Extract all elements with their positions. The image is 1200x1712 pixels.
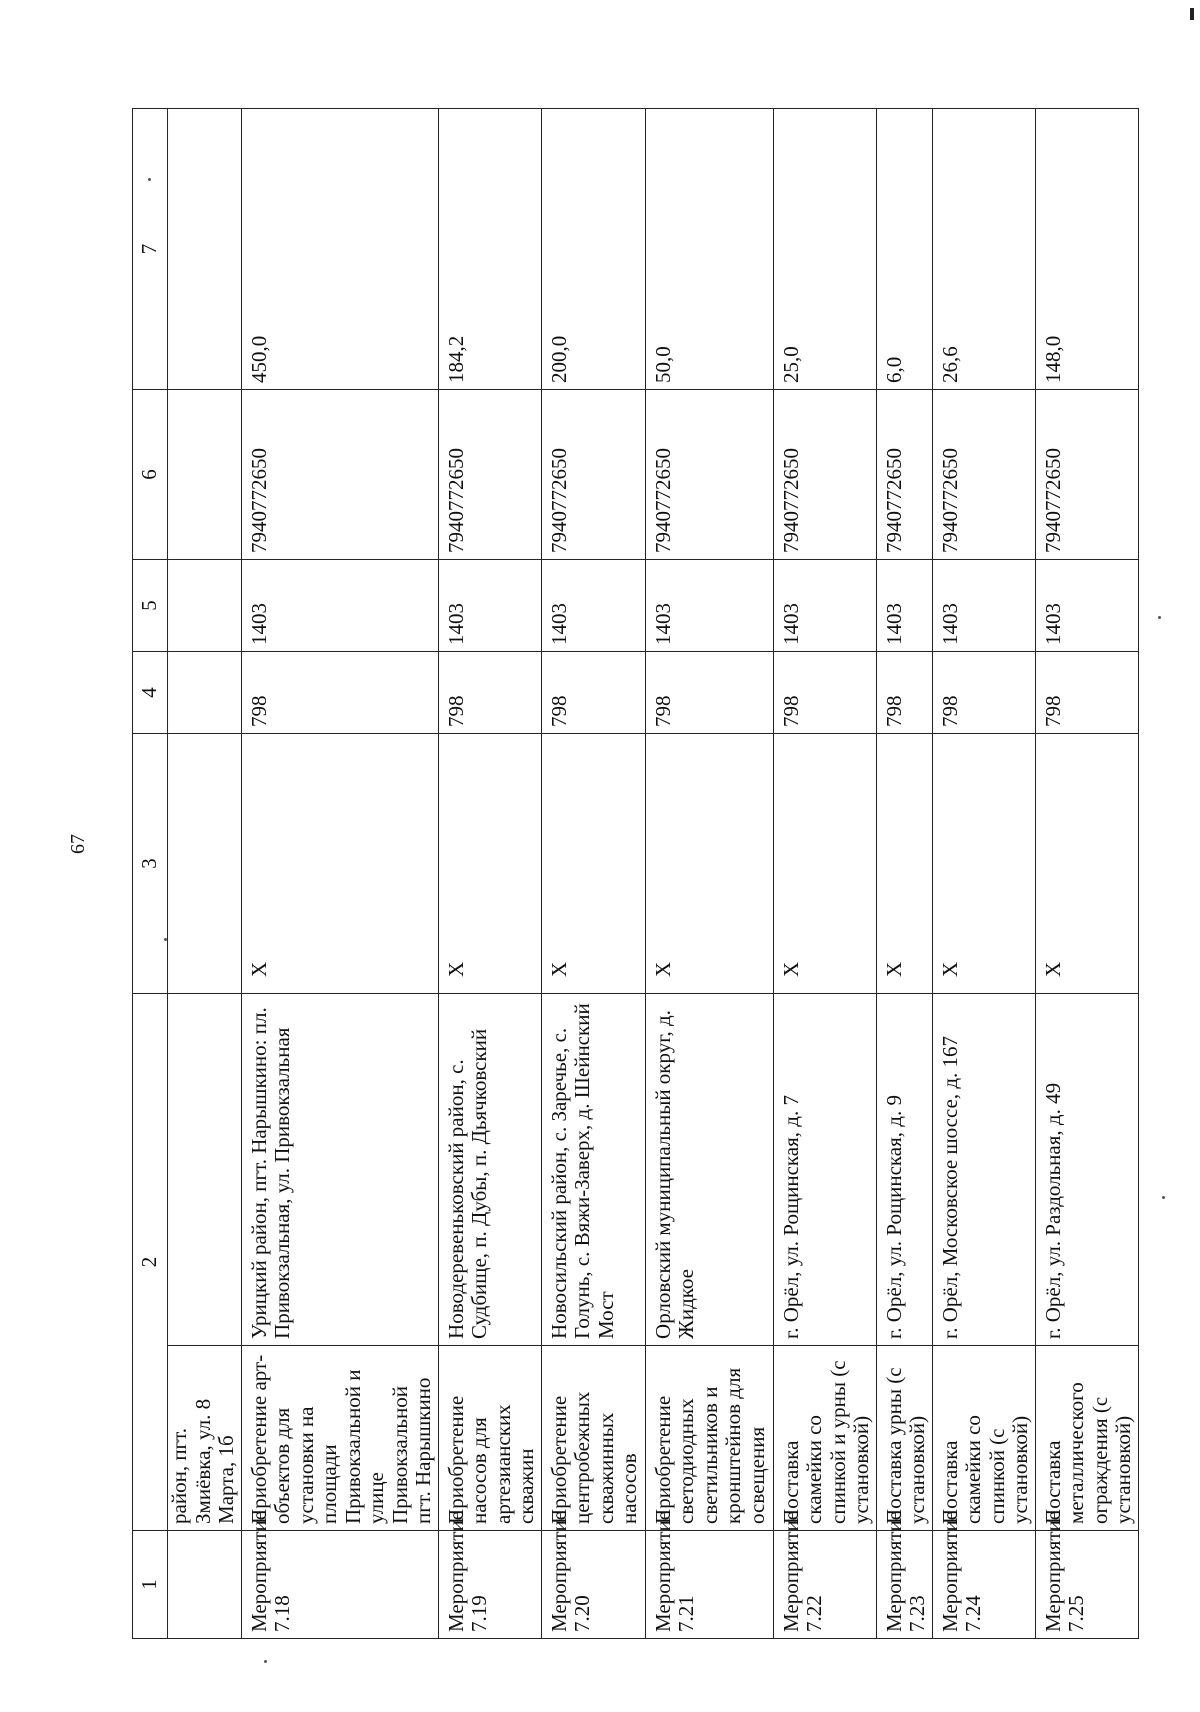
table-row [241, 108, 438, 1638]
activity-id: Мероприятие 7.25 [1035, 1530, 1138, 1638]
col7-amount: 200,0 [541, 108, 645, 389]
col5-code: 1403 [438, 559, 541, 651]
cont-cell-6 [168, 389, 242, 559]
col7-amount: 26,6 [932, 108, 1035, 389]
col7-amount: 184,2 [438, 108, 541, 389]
col6-code: 7940772650 [876, 389, 932, 559]
header-row [133, 108, 168, 1638]
scan-speck [1162, 1196, 1165, 1199]
col4-code: 798 [876, 651, 932, 733]
col6-code: 7940772650 [1035, 389, 1138, 559]
table-row [932, 108, 1035, 1638]
col5-code: 1403 [241, 559, 438, 651]
col3-mark: X [541, 733, 645, 993]
activity-description: Приобретение светодиодных светильников и кронштейнов для освещения [645, 1345, 773, 1530]
col3-mark: X [438, 733, 541, 993]
table-wrapper [137, 60, 1136, 1632]
col3-mark: X [1035, 733, 1138, 993]
col7-amount: 148,0 [1035, 108, 1138, 389]
cont-cell-2b [168, 993, 242, 1345]
header-col-7: 7 [133, 108, 168, 389]
col3-mark: X [876, 733, 932, 993]
col5-code: 1403 [773, 559, 876, 651]
col4-code: 798 [541, 651, 645, 733]
col4-code: 798 [932, 651, 1035, 733]
col6-code: 7940772650 [932, 389, 1035, 559]
col7-amount: 50,0 [645, 108, 773, 389]
header-col-2: 2 [133, 993, 168, 1530]
table-row [541, 108, 645, 1638]
col5-code: 1403 [645, 559, 773, 651]
scan-speck [1158, 616, 1161, 619]
table-row [645, 108, 773, 1638]
activity-location: г. Орёл, Московское шоссе, д. 167 [932, 993, 1035, 1345]
scan-edge-mark [1190, 8, 1194, 20]
budget-table [132, 108, 1139, 1639]
col5-code: 1403 [932, 559, 1035, 651]
activity-description: Приобретение насосов для артезианских скважин [438, 1345, 541, 1530]
activity-description: Поставка металлического ограждения (с установкой) [1035, 1345, 1138, 1530]
cont-cell-1 [168, 1530, 242, 1638]
activity-location: г. Орёл, ул. Рощинская, д. 9 [876, 993, 932, 1345]
col3-mark: X [773, 733, 876, 993]
col6-code: 7940772650 [773, 389, 876, 559]
page-number: 67 [67, 834, 89, 854]
col5-code: 1403 [876, 559, 932, 651]
activity-location: г. Орёл, ул. Раздольная, д. 49 [1035, 993, 1138, 1345]
cont-cell-4 [168, 651, 242, 733]
cont-cell-5 [168, 559, 242, 651]
header-col-6: 6 [133, 389, 168, 559]
cont-cell-7 [168, 108, 242, 389]
activity-description: Поставка урны (с установкой) [876, 1345, 932, 1530]
activity-id: Мероприятие 7.22 [773, 1530, 876, 1638]
activity-location: Новодеревеньковский район, с. Судбище, п. Дубы, п. Дьячковский [438, 993, 541, 1345]
col6-code: 7940772650 [438, 389, 541, 559]
col4-code: 798 [241, 651, 438, 733]
col7-amount: 6,0 [876, 108, 932, 389]
col7-amount: 450,0 [241, 108, 438, 389]
table-row [876, 108, 932, 1638]
activity-location: Орловский муниципальный округ, д. Жидкое [645, 993, 773, 1345]
col4-code: 798 [438, 651, 541, 733]
activity-description: Поставка скамейки со спинкой и урны (с установкой) [773, 1345, 876, 1530]
header-col-1: 1 [133, 1530, 168, 1638]
header-col-4: 4 [133, 651, 168, 733]
continuation-row [168, 108, 242, 1638]
col6-code: 7940772650 [541, 389, 645, 559]
col7-amount: 25,0 [773, 108, 876, 389]
activity-id: Мероприятие 7.23 [876, 1530, 932, 1638]
table-row [1035, 108, 1138, 1638]
activity-id: Мероприятие 7.24 [932, 1530, 1035, 1638]
activity-id: Мероприятие 7.18 [241, 1530, 438, 1638]
activity-location: г. Орёл, ул. Рощинская, д. 7 [773, 993, 876, 1345]
header-col-5: 5 [133, 559, 168, 651]
table-row [773, 108, 876, 1638]
activity-id: Мероприятие 7.20 [541, 1530, 645, 1638]
col5-code: 1403 [1035, 559, 1138, 651]
cont-cell-3 [168, 733, 242, 993]
activity-id: Мероприятие 7.21 [645, 1530, 773, 1638]
col3-mark: X [645, 733, 773, 993]
activity-location: Новосильский район, с. Заречье, с. Голунь, с. Вяжи-Заверх, д. Шейнский Мост [541, 993, 645, 1345]
col5-code: 1403 [541, 559, 645, 651]
cont-cell-2a: район, пгт. Змиёвка, ул. 8 Марта, 1б [168, 1345, 242, 1530]
activity-id: Мероприятие 7.19 [438, 1530, 541, 1638]
col3-mark: X [241, 733, 438, 993]
activity-location: Урицкий район, пгт. Нарышкино: пл. Привокзальная, ул. Привокзальная [241, 993, 438, 1345]
col6-code: 7940772650 [241, 389, 438, 559]
col4-code: 798 [773, 651, 876, 733]
activity-description: Поставка скамейки со спинкой (с установкой) [932, 1345, 1035, 1530]
header-col-3: 3 [133, 733, 168, 993]
table-row [438, 108, 541, 1638]
col4-code: 798 [1035, 651, 1138, 733]
col4-code: 798 [645, 651, 773, 733]
col3-mark: X [932, 733, 1035, 993]
activity-description: Приобретение арт-объектов для установки на площади Привокзальной и улице Привокзальной пгт. Нарышкино [241, 1345, 438, 1530]
col6-code: 7940772650 [645, 389, 773, 559]
activity-description: Приобретение центробежных скважинных насосов [541, 1345, 645, 1530]
scan-speck [264, 1660, 267, 1663]
